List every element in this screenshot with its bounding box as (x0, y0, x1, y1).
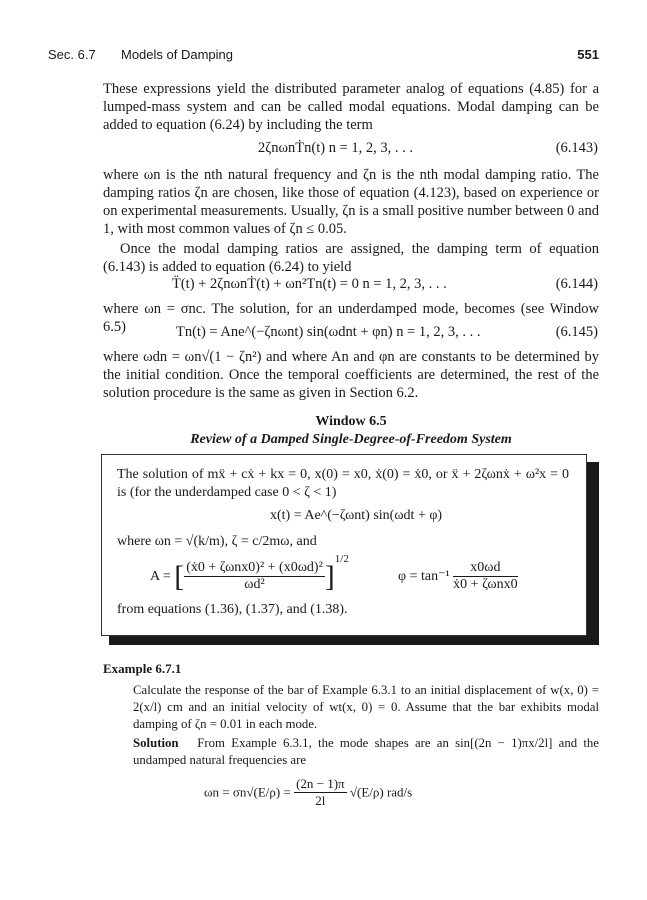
equation-phi-lhs: φ = tan⁻¹ (398, 569, 450, 584)
running-title: Models of Damping (121, 47, 233, 62)
solution-label: Solution (133, 736, 179, 750)
equation-number-6-144: (6.144) (555, 276, 598, 292)
window-equation-x: x(t) = Ae^(−ζωnt) sin(ωdt + φ) (270, 508, 443, 523)
page-number: 551 (577, 47, 599, 62)
window-line-3: from equations (1.36), (1.37), and (1.38). (117, 602, 348, 617)
paragraph-4: where ωn = σnc. The solution, for an underdamped mode, becomes (see Window 6.5) (103, 301, 599, 335)
window-title: Window 6.5 (315, 414, 387, 429)
paragraph-1: These expressions yield the distributed parameter analog of equations (4.85) for a lumped-mass system and can be called modal equations. Modal damping can be added to equation (6.24) by including the term (103, 81, 599, 133)
equation-number-6-145: (6.145) (555, 324, 598, 340)
window-line-2: where ωn = √(k/m), ζ = c/2mω, and (117, 534, 317, 549)
example-equation-numerator: (2n − 1)π (296, 776, 345, 791)
window-equation-phi (398, 560, 518, 593)
window-equation-A (150, 553, 349, 594)
example-problem: Calculate the response of the bar of Example 6.3.1 to an initial displacement of w(x, 0) = 2(x/l) cm and an initial velocity of wt(x, 0) = 0. Assume that the bar exhibits modal damping of ζn = 0.01 in each mode. (133, 683, 599, 731)
left-bracket: [ (174, 559, 185, 593)
window-subtitle: Review of a Damped Single-Degree-of-Freedom System (190, 432, 512, 447)
equation-A-exponent: 1/2 (334, 553, 349, 565)
paragraph-2: where ωn is the nth natural frequency and ζn is the nth modal damping ratio. The damping ratios ζn are chosen, like those of equation (4.123), based on experience or on experimental measurements. Usually, ζn is a small positive number between 0 and 1, with most common values of ζn ≤ 0.05. (103, 167, 599, 237)
equation-6-144: T̈(t) + 2ζnωnṪ(t) + ωn²Tn(t) = 0 n = 1, 2, 3, . . . (172, 276, 447, 292)
equation-phi-fraction (453, 560, 517, 593)
example-equation-lhs: ωn = σn√(E/ρ) = (204, 784, 291, 800)
example-equation-fraction (294, 776, 347, 809)
equation-phi-numerator: x0ωd (453, 560, 517, 577)
equation-A-numerator: (ẋ0 + ζωnx0)² + (x0ωd)² (186, 560, 323, 576)
section-label: Sec. 6.7 (48, 47, 96, 62)
example-equation (204, 776, 412, 809)
right-bracket: ] (324, 559, 335, 593)
paragraph-3: Once the modal damping ratios are assigned, the damping term of equation (6.143) is added to equation (6.24) to yield (103, 241, 599, 275)
equation-phi-denominator: ẋ0 + ζωnx0 (453, 577, 518, 592)
equation-A-denominator: ωd² (244, 577, 265, 593)
example-title: Example 6.7.1 (103, 661, 182, 676)
equation-6-145: Tn(t) = Ane^(−ζnωnt) sin(ωdnt + φn) n = 1, 2, 3, . . . (176, 324, 481, 340)
example-equation-denominator: 2l (315, 793, 326, 808)
equation-number-6-143: (6.143) (555, 140, 598, 156)
equation-A-lhs: A = (150, 569, 171, 584)
solution-text: From Example 6.3.1, the mode shapes are an sin[(2n − 1)πx/2l] and the undamped natural frequencies are (133, 736, 599, 767)
window-line-1: The solution of mẍ + cẋ + kx = 0, x(0) = x0, ẋ(0) = ẋ0, or ẍ + 2ζωnẋ + ω²x = 0 is (for the underdamped case 0 < ζ < 1) (117, 467, 569, 500)
equation-6-143: 2ζnωnṪn(t) n = 1, 2, 3, . . . (258, 140, 414, 156)
equation-A-fraction (184, 560, 325, 593)
example-equation-rhs: √(E/ρ) rad/s (349, 784, 413, 800)
paragraph-5: where ωdn = ωn√(1 − ζn²) and where An and φn are constants to be determined by the initial condition. Once the temporal coefficients are determined, the rest of the solution procedure is the same as given in Section 6.2. (103, 349, 599, 401)
example-solution (133, 735, 599, 769)
